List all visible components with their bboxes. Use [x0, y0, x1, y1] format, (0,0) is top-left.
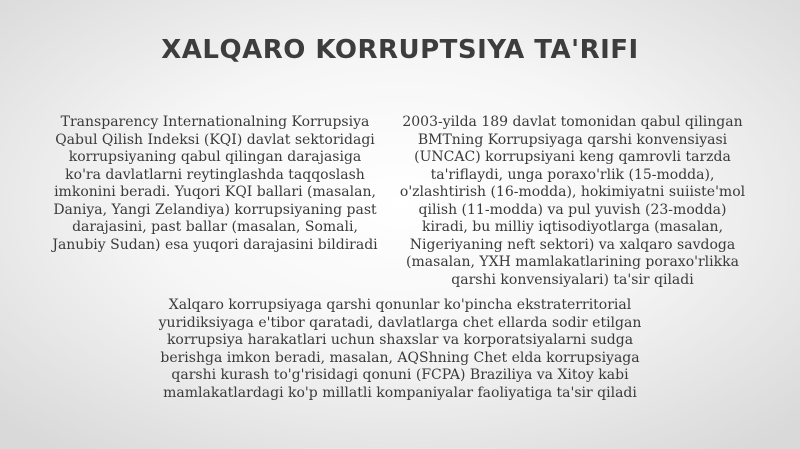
bottom-paragraph: Xalqaro korrupsiyaga qarshi qonunlar ko'pincha ekstraterritorial yuridiksiyaga e'tibor qaratadi, davlatlarga chet ellarda sodir etilgan korrupsiya harakatlari uchun shaxslar va korporatsiyalarni sudga berishga imkon beradi, masalan, AQShning Chet elda korrupsiyaga qarshi kurash to'g'risidagi qonuni (FCPA) Braziliya va Xitoy kabi mamlakatlardagi ko'p millatli kompaniyalar faoliyatiga ta'sir qiladi: [158, 297, 642, 401]
right-paragraph: 2003-yilda 189 davlat tomonidan qabul qilingan BMTning Korrupsiyaga qarshi konvensiyasi (UNCAC) korrupsiyani keng qamrovli tarzda ta'riflaydi, unga poraxo'rlik (15-modda), o'zlashtirish (16-modda), hokimiyatni suiiste'mol qilish (11-modda) va pul yuvish (23-modda) kiradi, bu milliy iqtisodiyotlarga (masalan, Nigeriyaning neft sektori) va xalqaro savdoga (masalan, YXH mamlakatlarining poraxo'rlikka qarshi konvensiyalari) ta'sir qiladi: [399, 114, 746, 288]
slide-title: XALQARO KORRUPTSIYA TA'RIFI: [161, 35, 639, 65]
left-paragraph: Transparency Internationalning Korrupsiya Qabul Qilish Indeksi (KQI) davlat sektoridagi korrupsiyaning qabul qilingan darajasiga ko'ra davlatlarni reytinglashda taqqoslash imkonini beradi. Yuqori KQI ballari (masalan, Daniya, Yangi Zelandiya) korrupsiyaning past darajasini, past ballar (masalan, Somali, Janubiy Sudan) esa yuqori darajasini bildiradi: [52, 114, 378, 253]
